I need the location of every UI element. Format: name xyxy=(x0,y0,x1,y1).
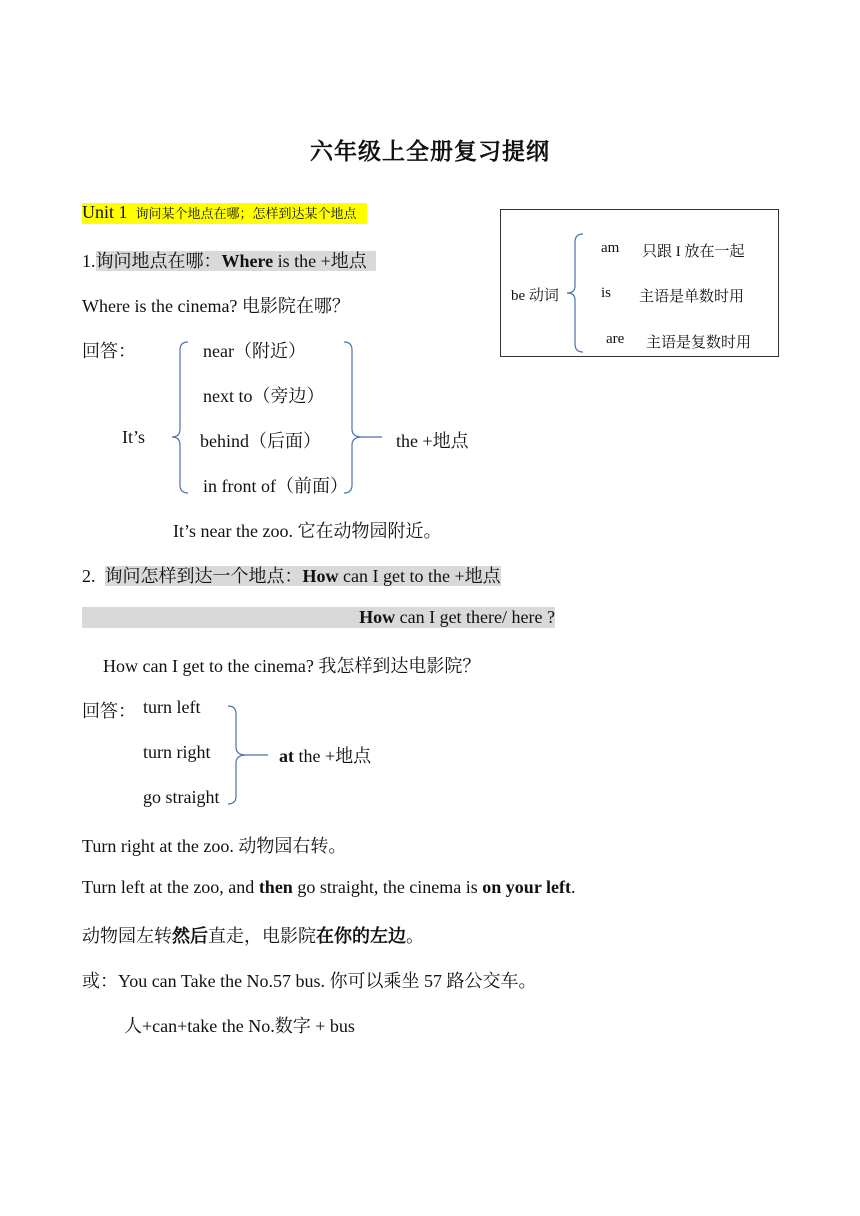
direction-option-turn-right: turn right xyxy=(143,742,211,762)
section2-pattern2 xyxy=(82,607,555,628)
section1-its: It’s xyxy=(122,427,146,447)
section1-heading xyxy=(82,247,376,273)
section2-target-rest: the +地点 xyxy=(294,746,372,766)
ex3-part-a: 动物园左转 xyxy=(82,926,172,946)
location-option-next-to: next to（旁边） xyxy=(203,386,325,406)
direction-option-turn-left: turn left xyxy=(143,697,201,717)
ex2-then: then xyxy=(258,877,293,897)
be-row-are-note: 主语是复数时用 xyxy=(646,335,752,351)
ex3-part-c: 直走，电影院 xyxy=(208,926,316,946)
ex2-period: . xyxy=(570,877,576,897)
section2-pattern-rest: can I get to the +地点 xyxy=(338,566,501,586)
section2-number: 2. xyxy=(82,566,96,586)
location-option-in-front-of: in front of（前面） xyxy=(203,476,348,496)
be-row-am-note: 只跟 I 放在一起 xyxy=(642,244,745,260)
ex2-part-c: go straight, the cinema is xyxy=(292,877,483,897)
ex3-on-your-left: 在你的左边 xyxy=(316,926,406,947)
section2-right-brace xyxy=(226,704,276,808)
be-row-are-verb: are xyxy=(606,331,625,347)
section2-target-bold: at xyxy=(279,746,294,766)
be-verb-label: be 动词 xyxy=(511,288,559,304)
section1-pattern-rest: is the +地点 xyxy=(273,251,367,271)
section1-number: 1. xyxy=(82,251,96,271)
section2-pattern-bold: How xyxy=(302,566,339,586)
section2-example-2 xyxy=(82,877,575,898)
section2-pattern2-rest: can I get there/ here ? xyxy=(395,607,555,627)
unit-heading xyxy=(82,202,367,223)
section1-example: Where is the cinema? 电影院在哪？ xyxy=(82,296,350,316)
section1-answer-label: 回答： xyxy=(82,341,136,361)
ex3-period: 。 xyxy=(406,926,424,946)
section2-example-2-translation xyxy=(82,922,424,948)
section2-highlight xyxy=(105,566,501,586)
be-verb-brace xyxy=(565,232,585,354)
section1-answer-example: It’s near the zoo. 它在动物园附近。 xyxy=(173,521,442,541)
unit-label: Unit 1 xyxy=(82,202,128,222)
direction-option-go-straight: go straight xyxy=(143,787,220,807)
location-option-near: near（附近） xyxy=(203,341,306,361)
section1-highlight xyxy=(96,251,376,271)
page-title: 六年级上全册复习提纲 xyxy=(310,139,550,165)
ex2-on-your-left: on your left xyxy=(482,877,571,897)
section1-pattern-bold: Where xyxy=(221,251,274,271)
section2-formula: 人+can+take the No.数字 + bus xyxy=(124,1016,355,1036)
section1-heading-text: 询问地点在哪： xyxy=(95,251,222,271)
section2-answer-label: 回答： xyxy=(82,701,136,721)
section2-heading-text: 询问怎样到达一个地点： xyxy=(104,566,303,586)
section2-example: How can I get to the cinema? 我怎样到达电影院？ xyxy=(103,656,481,676)
section2-target xyxy=(279,742,371,768)
section2-pattern2-bold: How xyxy=(359,607,396,627)
section1-right-brace xyxy=(342,340,392,496)
unit-description: 询问某个地点在哪；怎样到达某个地点 xyxy=(135,206,357,221)
section2-example-1: Turn right at the zoo. 动物园右转。 xyxy=(82,836,347,856)
be-row-am-verb: am xyxy=(601,240,620,256)
section1-target: the +地点 xyxy=(396,431,469,451)
ex2-part-a: Turn left at the zoo, and xyxy=(82,877,259,897)
section2-alternative: 或：You can Take the No.57 bus. 你可以乘坐 57 路公交车。 xyxy=(82,971,537,991)
section2-heading xyxy=(82,562,501,588)
be-row-is-note: 主语是单数时用 xyxy=(639,289,745,305)
location-option-behind: behind（后面） xyxy=(200,431,321,451)
unit-highlight xyxy=(82,203,367,224)
section1-left-brace xyxy=(170,340,190,496)
be-row-is-verb: is xyxy=(601,285,612,301)
ex3-then: 然后 xyxy=(172,926,208,947)
